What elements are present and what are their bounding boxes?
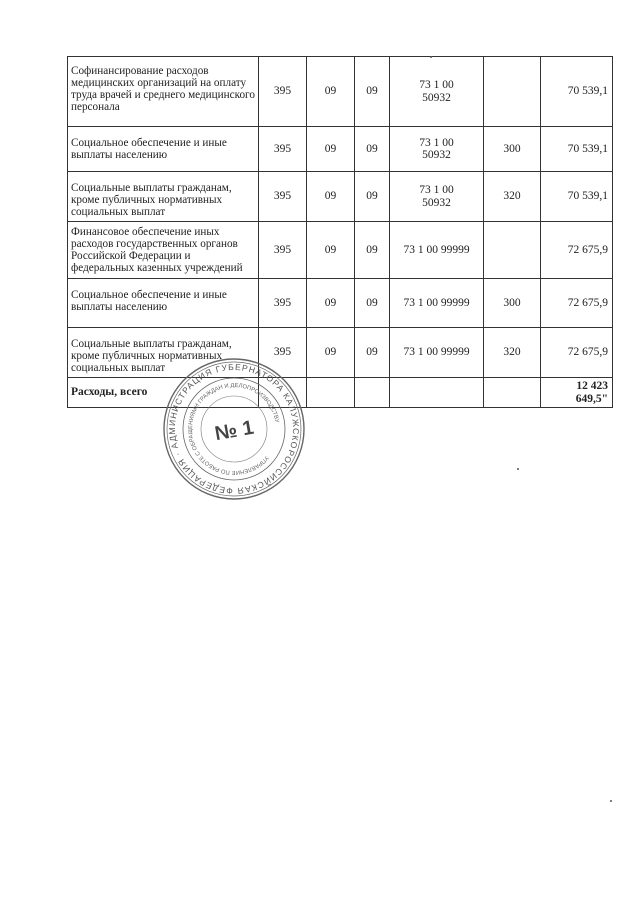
seal-outer-text: РОССИЙСКАЯ ФЕДЕРАЦИЯ · АДМИНИСТРАЦИЯ ГУБЕРНАТОРА КАЛУЖСКОЙ [166, 361, 302, 497]
expense-name: Социальные выплаты гражданам, кроме публичных нормативных социальных выплат [68, 328, 259, 378]
section-code: 09 [307, 57, 355, 127]
section-code: 09 [307, 172, 355, 222]
ministry-code: 395 [259, 279, 307, 328]
section-code: 09 [307, 127, 355, 172]
scan-speck [610, 800, 612, 802]
expense-type-code: 300 [484, 127, 541, 172]
subsection-code: 09 [355, 328, 390, 378]
expense-name: Социальное обеспечение и иные выплаты населению [68, 127, 259, 172]
empty-cell [390, 378, 484, 408]
section-code: 09 [307, 222, 355, 279]
expense-type-code: 320 [484, 328, 541, 378]
table-row [68, 222, 613, 279]
amount: 72 675,9 [541, 328, 613, 378]
table-row [68, 172, 613, 222]
section-code: 09 [307, 328, 355, 378]
empty-cell [484, 378, 541, 408]
table-row [68, 328, 613, 378]
table-row [68, 57, 613, 127]
ministry-code: 395 [259, 127, 307, 172]
amount: 70 539,1 [541, 127, 613, 172]
target-article-code: 73 1 00 99999 [390, 279, 484, 328]
target-article-code: 73 1 00 50932 [390, 127, 484, 172]
empty-cell [307, 378, 355, 408]
ministry-code: 395 [259, 328, 307, 378]
expense-name: Социальное обеспечение и иные выплаты населению [68, 279, 259, 328]
ministry-code: 395 [259, 172, 307, 222]
amount: 72 675,9 [541, 222, 613, 279]
scan-speck [517, 468, 519, 470]
expense-type-code [484, 57, 541, 127]
seal-inner-text: УПРАВЛЕНИЕ ПО РАБОТЕ С ОБРАЩЕНИЯМИ ГРАЖДАН И ДЕЛОПРОИЗВОДСТВУ [187, 382, 280, 476]
total-label: Расходы, всего [68, 378, 259, 408]
subsection-code: 09 [355, 172, 390, 222]
subsection-code: 09 [355, 127, 390, 172]
amount: 72 675,9 [541, 279, 613, 328]
scan-speck [430, 56, 432, 58]
total-amount: 12 423 649,5" [541, 378, 613, 408]
expense-name: Софинансирование расходов медицинских организаций на оплату труда врачей и среднего медицинского персонала [68, 57, 259, 127]
target-article-code: 73 1 00 99999 [390, 222, 484, 279]
table-row [68, 279, 613, 328]
expense-type-code: 320 [484, 172, 541, 222]
subsection-code: 09 [355, 57, 390, 127]
empty-cell [355, 378, 390, 408]
total-row [68, 378, 613, 408]
target-article-code: 73 1 00 99999 [390, 328, 484, 378]
table-row [68, 127, 613, 172]
amount: 70 539,1 [541, 172, 613, 222]
amount: 70 539,1 [541, 57, 613, 127]
ministry-code: 395 [259, 57, 307, 127]
expense-type-code [484, 222, 541, 279]
budget-expenditure-table [67, 56, 613, 408]
expense-type-code: 300 [484, 279, 541, 328]
seal-number: № 1 [213, 416, 256, 446]
expense-name: Финансовое обеспечение иных расходов государственных органов Российской Федерации и федеральных казенных учреждений [68, 222, 259, 279]
official-seal [160, 355, 308, 503]
subsection-code: 09 [355, 279, 390, 328]
target-article-code: 73 1 00 50932 [390, 57, 484, 127]
subsection-code: 09 [355, 222, 390, 279]
expense-name: Социальные выплаты гражданам, кроме публичных нормативных социальных выплат [68, 172, 259, 222]
section-code: 09 [307, 279, 355, 328]
ministry-code: 395 [259, 222, 307, 279]
target-article-code: 73 1 00 50932 [390, 172, 484, 222]
